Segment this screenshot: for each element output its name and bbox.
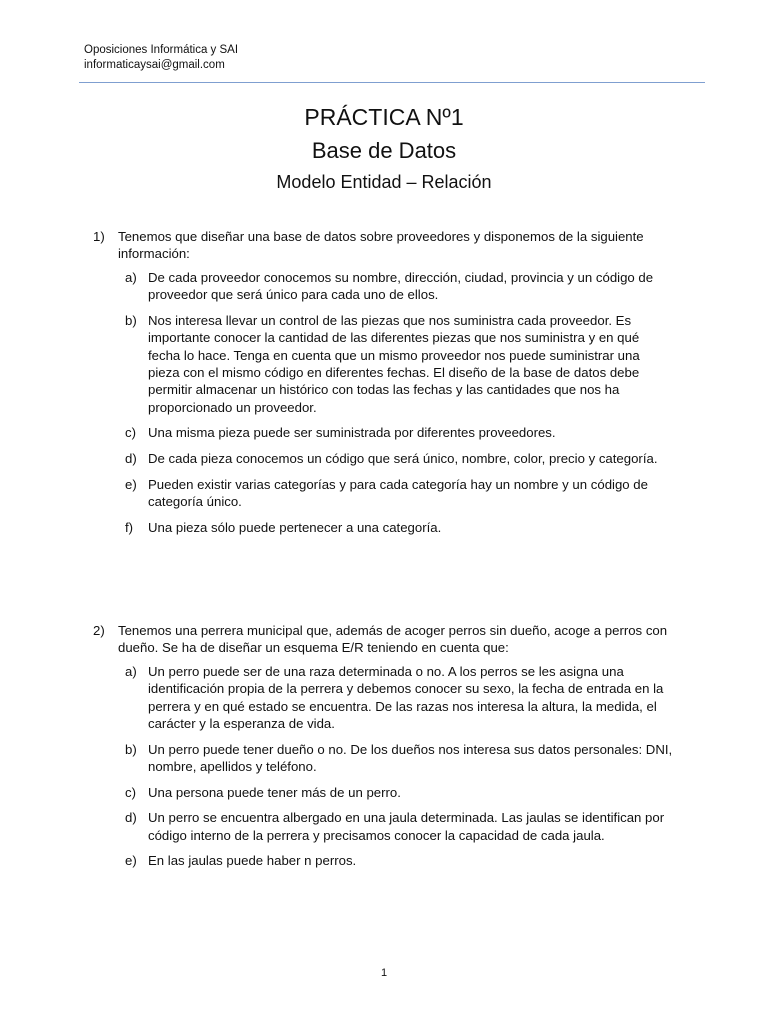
list-item (125, 424, 673, 441)
list-item (125, 476, 673, 511)
list-item (125, 269, 673, 304)
item-label: a) (125, 663, 137, 679)
item-label: b) (125, 312, 137, 328)
page-title: PRÁCTICA Nº1 (304, 104, 464, 130)
list-item (125, 663, 673, 733)
item-text: Una persona puede tener más de un perro. (148, 784, 401, 800)
item-label: e) (125, 476, 137, 492)
list-item (125, 741, 673, 776)
header-divider (79, 82, 705, 83)
question-number: 2) (93, 623, 105, 638)
item-label: f) (125, 519, 134, 535)
question-2 (93, 622, 673, 878)
item-text: De cada proveedor conocemos su nombre, dirección, ciudad, provincia y un código de proveedor que será único para cada uno de ellos. (148, 269, 654, 303)
question-items (125, 663, 673, 870)
header-organization: Oposiciones Informática y SAI (84, 44, 239, 56)
item-text: Pueden existir varias categorías y para cada categoría hay un nombre y un código de categoría único. (148, 476, 648, 510)
question-prompt (93, 228, 673, 263)
item-text: Una misma pieza puede ser suministrada por diferentes proveedores. (148, 425, 556, 441)
item-label: b) (125, 741, 137, 757)
list-item (125, 312, 673, 416)
question-items (125, 269, 673, 536)
list-item (125, 519, 673, 536)
question-text: Tenemos una perrera municipal que, además de acoger perros sin dueño, acoge a perros con dueño. Se ha de diseñar un esquema E/R teniendo en cuenta que: (118, 623, 668, 656)
page-subtitle: Base de Datos (311, 138, 457, 163)
page-number: 1 (380, 967, 388, 979)
item-label: c) (125, 425, 136, 441)
question-1 (93, 228, 673, 544)
question-text: Tenemos que diseñar una base de datos sobre proveedores y disponemos de la siguiente información: (118, 229, 644, 262)
list-item (125, 809, 673, 844)
item-label: e) (125, 853, 137, 869)
question-prompt (93, 622, 673, 657)
question-number: 1) (93, 229, 105, 244)
header-email: informaticaysai@gmail.com (84, 59, 225, 71)
page-header (84, 43, 238, 73)
list-item (125, 784, 673, 801)
item-label: d) (125, 451, 137, 467)
item-text: Una pieza sólo puede pertenecer a una categoría. (148, 519, 442, 535)
item-text: Un perro se encuentra albergado en una jaula determinada. Las jaulas se identifican por código interno de la perrera y precisamos conocer la capacidad de cada jaula. (148, 810, 665, 843)
list-item (125, 450, 673, 467)
item-label: d) (125, 810, 137, 826)
item-text: Un perro puede ser de una raza determinada o no. A los perros se les asigna una identificación propia de la perrera y debemos conocer su sexo, la fecha de entrada en la perrera y en qué estado se encuentra. De las razas nos interesa la altura, la medida, el carácter y la esperanza de vida. (148, 663, 664, 732)
item-text: Nos interesa llevar un control de las piezas que nos suministra cada proveedor. Es importante conocer la cantidad de las diferentes piezas que nos suministra y en qué fecha lo hace. Tenga en cuenta que un mismo proveedor nos puede suministrar una pieza con el mismo código en diferentes fechas. El diseño de la base de datos debe permitir almacenar un histórico con todas las fechas y las cantidades que nos ha proporcionado un proveedor. (148, 312, 640, 415)
item-text: Un perro puede tener dueño o no. De los dueños nos interesa sus datos personales: DNI, nombre, apellidos y teléfono. (148, 741, 673, 775)
item-text: En las jaulas puede haber n perros. (148, 853, 357, 869)
list-item (125, 852, 673, 869)
page-subsubtitle: Modelo Entidad – Relación (276, 172, 492, 192)
item-text: De cada pieza conocemos un código que será único, nombre, color, precio y categoría. (148, 451, 658, 467)
item-label: a) (125, 269, 137, 285)
item-label: c) (125, 784, 136, 800)
